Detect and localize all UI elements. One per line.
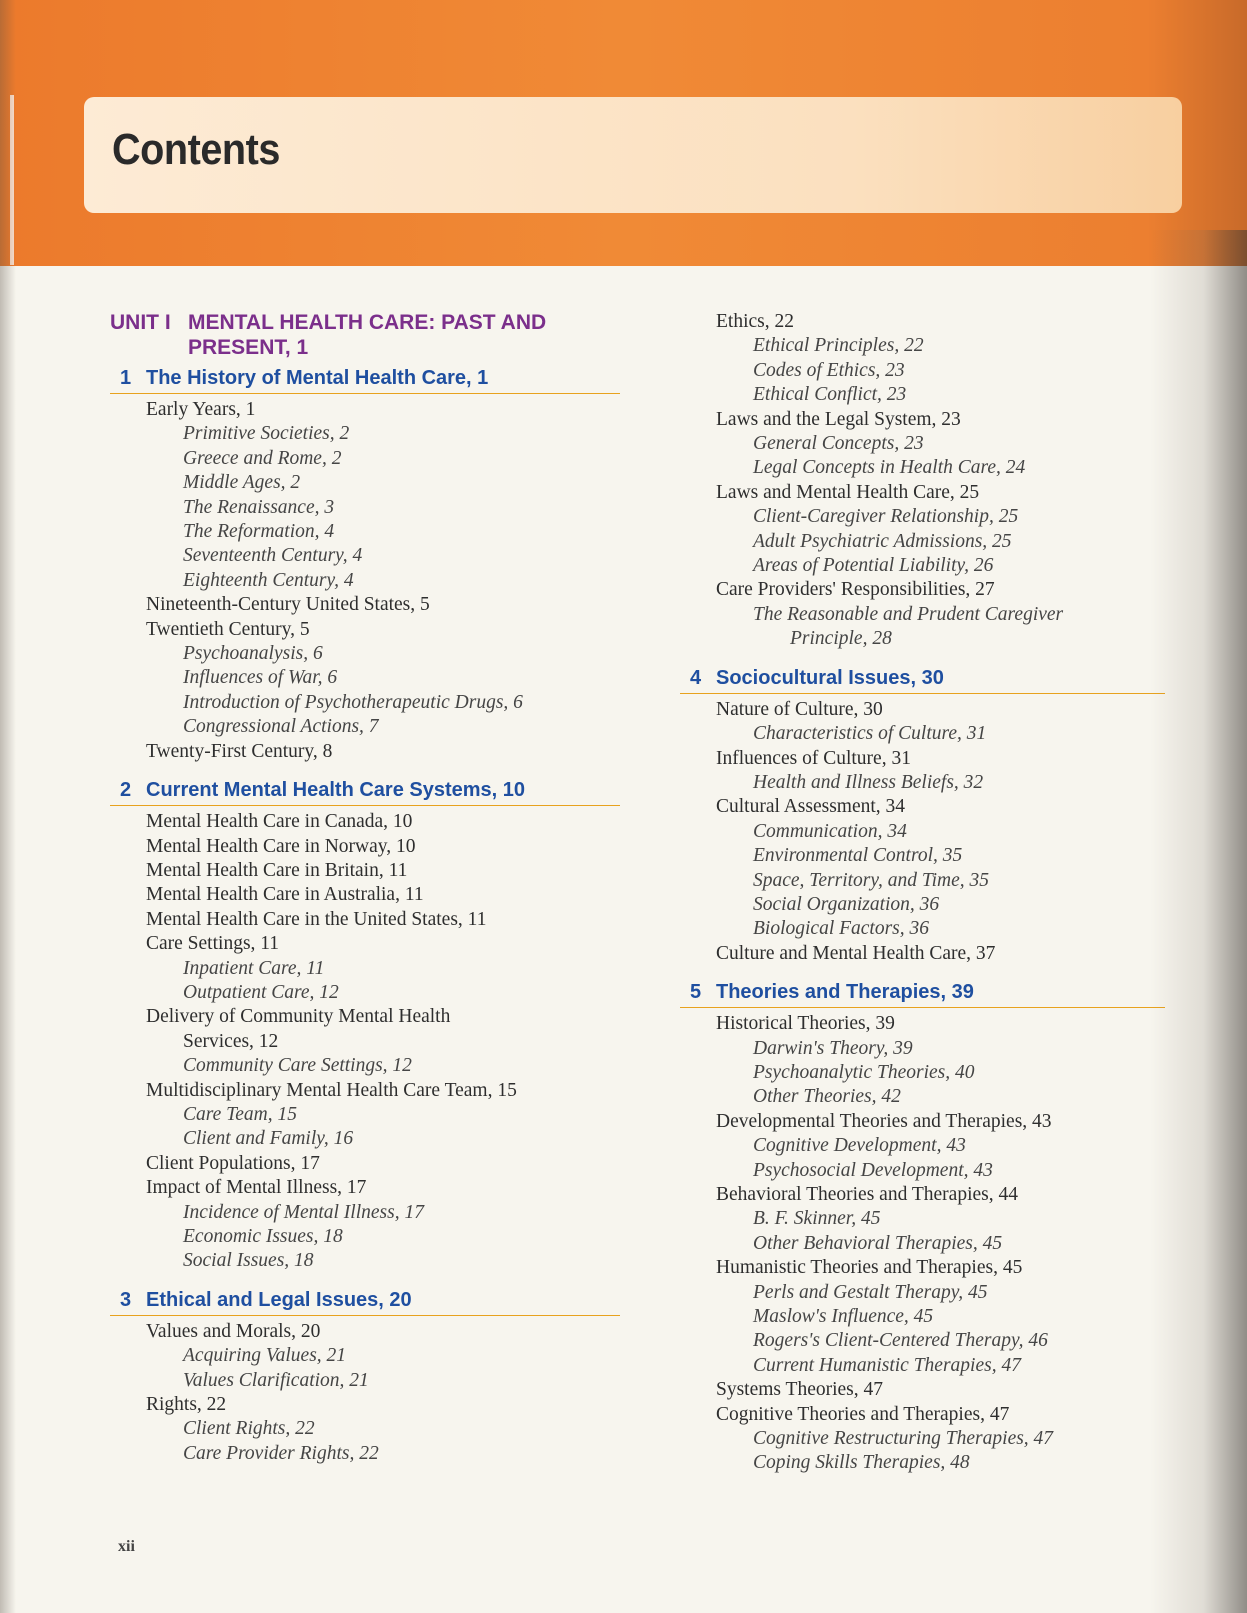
toc-section: Mental Health Care in Australia, 11 bbox=[146, 884, 424, 906]
toc-subsection: The Renaissance, 3 bbox=[183, 496, 335, 518]
chapter-heading bbox=[680, 980, 1165, 1008]
toc-subsection: Seventeenth Century, 4 bbox=[183, 545, 363, 567]
chapter-title: Sociocultural Issues, 30 bbox=[716, 666, 944, 689]
chapter-heading bbox=[110, 778, 620, 806]
toc-subsection: Cognitive Restructuring Therapies, 47 bbox=[753, 1428, 1054, 1450]
unit-title bbox=[110, 310, 620, 360]
toc-section: Services, 12 bbox=[183, 1030, 279, 1052]
toc-subsection: Principle, 28 bbox=[790, 628, 892, 650]
unit-name: MENTAL HEALTH CARE: PAST AND PRESENT, 1 bbox=[188, 311, 547, 359]
toc-subsection: Areas of Potential Liability, 26 bbox=[753, 555, 994, 577]
toc-subsection: The Reformation, 4 bbox=[183, 521, 335, 543]
toc-subsection: Inpatient Care, 11 bbox=[183, 957, 325, 979]
toc-section: Impact of Mental Illness, 17 bbox=[146, 1177, 367, 1199]
chapter-title: Current Mental Health Care Systems, 10 bbox=[146, 779, 526, 802]
toc-subsection: Client-Caregiver Relationship, 25 bbox=[753, 506, 1019, 528]
toc-section: Early Years, 1 bbox=[146, 399, 256, 420]
toc-section: Historical Theories, 39 bbox=[716, 1013, 895, 1035]
chapter-heading bbox=[680, 666, 1165, 694]
toc-subsection: Middle Ages, 2 bbox=[183, 472, 301, 494]
chapter-5 bbox=[680, 980, 1165, 1476]
toc-subsection: General Concepts, 23 bbox=[753, 433, 924, 455]
toc-subsection: Ethical Conflict, 23 bbox=[753, 384, 907, 406]
toc-subsection: Communication, 34 bbox=[753, 820, 907, 842]
toc-subsection: Acquiring Values, 21 bbox=[183, 1345, 347, 1367]
toc-section: Laws and the Legal System, 23 bbox=[716, 408, 961, 430]
toc-section: Multidisciplinary Mental Health Care Team, 15 bbox=[146, 1079, 517, 1101]
toc-section: Nature of Culture, 30 bbox=[716, 698, 883, 720]
toc-subsection: Social Issues, 18 bbox=[183, 1250, 314, 1272]
toc-subsection: Ethical Principles, 22 bbox=[753, 335, 924, 357]
toc-left-column bbox=[110, 310, 620, 1480]
toc-section: Culture and Mental Health Care, 37 bbox=[716, 942, 996, 964]
toc-section: Mental Health Care in Norway, 10 bbox=[146, 835, 416, 857]
toc-section: Mental Health Care in Britain, 11 bbox=[146, 859, 408, 881]
toc-subsection: Health and Illness Beliefs, 32 bbox=[753, 771, 984, 793]
page-title: Contents bbox=[112, 125, 280, 174]
toc-subsection: Social Organization, 36 bbox=[753, 893, 940, 915]
toc-section: Care Providers' Responsibilities, 27 bbox=[716, 579, 995, 601]
toc-section: Values and Morals, 20 bbox=[146, 1320, 321, 1342]
unit-label: UNIT I bbox=[110, 311, 171, 334]
toc-subsection: Introduction of Psychotherapeutic Drugs, 6 bbox=[183, 691, 523, 713]
toc-subsection: Values Clarification, 21 bbox=[183, 1369, 369, 1391]
toc-section: Twentieth Century, 5 bbox=[146, 618, 310, 640]
page-edge-shadow bbox=[0, 0, 16, 1613]
toc-subsection: Darwin's Theory, 39 bbox=[753, 1037, 913, 1059]
toc-subsection: Eighteenth Century, 4 bbox=[183, 569, 354, 591]
toc-section: Mental Health Care in the United States, 11 bbox=[146, 908, 487, 930]
toc-section: Cognitive Theories and Therapies, 47 bbox=[716, 1403, 1010, 1425]
toc-section: Client Populations, 17 bbox=[146, 1152, 320, 1174]
toc-subsection: Rogers's Client-Centered Therapy, 46 bbox=[753, 1330, 1048, 1352]
toc-section: Delivery of Community Mental Health bbox=[146, 1006, 451, 1028]
toc-section: Developmental Theories and Therapies, 43 bbox=[716, 1110, 1052, 1132]
toc-subsection: Current Humanistic Therapies, 47 bbox=[753, 1354, 1021, 1376]
toc-section: Rights, 22 bbox=[146, 1394, 227, 1416]
toc-section: Care Settings, 11 bbox=[146, 933, 280, 955]
toc-section: Laws and Mental Health Care, 25 bbox=[716, 481, 980, 503]
toc-subsection: Care Provider Rights, 22 bbox=[183, 1442, 379, 1464]
toc-section: Humanistic Theories and Therapies, 45 bbox=[716, 1257, 1023, 1279]
toc-subsection: Other Theories, 42 bbox=[753, 1086, 901, 1108]
toc-subsection: Psychosocial Development, 43 bbox=[753, 1159, 993, 1181]
toc-subsection: Community Care Settings, 12 bbox=[183, 1055, 412, 1077]
left-chapter-list bbox=[110, 366, 620, 1466]
toc-section: Twenty-First Century, 8 bbox=[146, 740, 333, 762]
toc-subsection: B. F. Skinner, 45 bbox=[753, 1208, 881, 1230]
toc-subsection: Client and Family, 16 bbox=[183, 1128, 354, 1150]
toc-subsection: Characteristics of Culture, 31 bbox=[753, 723, 987, 745]
toc-subsection: Space, Territory, and Time, 35 bbox=[753, 869, 989, 891]
title-box bbox=[84, 97, 1182, 213]
chapter-title: Theories and Therapies, 39 bbox=[716, 981, 974, 1004]
chapter-number: 1 bbox=[120, 367, 132, 389]
toc-subsection: Adult Psychiatric Admissions, 25 bbox=[753, 530, 1012, 552]
toc-section: Nineteenth-Century United States, 5 bbox=[146, 594, 430, 616]
toc-subsection: Incidence of Mental Illness, 17 bbox=[183, 1201, 424, 1223]
toc-subsection: Biological Factors, 36 bbox=[753, 918, 930, 940]
chapter-2 bbox=[110, 778, 620, 1274]
toc-subsection: Cognitive Development, 43 bbox=[753, 1135, 966, 1157]
toc-subsection: Maslow's Influence, 45 bbox=[753, 1306, 934, 1328]
chapter-number: 4 bbox=[690, 666, 702, 689]
chapter-title: Ethical and Legal Issues, 20 bbox=[146, 1288, 412, 1311]
toc-subsection: Legal Concepts in Health Care, 24 bbox=[753, 457, 1026, 479]
toc-subsection: Psychoanalysis, 6 bbox=[183, 643, 323, 665]
toc-right-column bbox=[680, 310, 1165, 1490]
toc-subsection: Client Rights, 22 bbox=[183, 1418, 315, 1440]
chapter-title: The History of Mental Health Care, 1 bbox=[146, 367, 489, 389]
toc-subsection: Other Behavioral Therapies, 45 bbox=[753, 1232, 1003, 1254]
right-chapter-list bbox=[680, 666, 1165, 1476]
toc-section: Influences of Culture, 31 bbox=[716, 747, 911, 769]
chapter-3 bbox=[110, 1288, 620, 1466]
toc-section: Mental Health Care in Canada, 10 bbox=[146, 811, 413, 833]
toc-subsection: Psychoanalytic Theories, 40 bbox=[753, 1061, 975, 1083]
toc-subsection: Congressional Actions, 7 bbox=[183, 716, 379, 738]
chapter-heading bbox=[110, 366, 620, 394]
chapter-4 bbox=[680, 666, 1165, 966]
toc-section: Ethics, 22 bbox=[716, 311, 794, 332]
toc-subsection: Environmental Control, 35 bbox=[753, 845, 963, 867]
toc-subsection: Perls and Gestalt Therapy, 45 bbox=[753, 1281, 988, 1303]
page-binding-shadow bbox=[1150, 230, 1247, 1613]
chapter-number: 3 bbox=[120, 1288, 132, 1311]
toc-subsection: Primitive Societies, 2 bbox=[183, 423, 350, 445]
chapter-number: 2 bbox=[120, 779, 132, 802]
toc-subsection: Care Team, 15 bbox=[183, 1103, 297, 1125]
toc-subsection: The Reasonable and Prudent Caregiver bbox=[753, 603, 1064, 625]
toc-section: Cultural Assessment, 34 bbox=[716, 796, 906, 818]
page-number: xii bbox=[118, 1538, 135, 1555]
toc-section: Systems Theories, 47 bbox=[716, 1379, 884, 1401]
chapter-1 bbox=[110, 366, 620, 764]
chapter-number: 5 bbox=[690, 981, 702, 1004]
toc-subsection: Economic Issues, 18 bbox=[183, 1226, 343, 1247]
toc-subsection: Codes of Ethics, 23 bbox=[753, 359, 905, 381]
toc-subsection: Influences of War, 6 bbox=[183, 667, 338, 689]
toc-subsection: Coping Skills Therapies, 48 bbox=[753, 1452, 970, 1474]
toc-subsection: Greece and Rome, 2 bbox=[183, 447, 342, 469]
chapter-3-continued bbox=[680, 310, 1165, 652]
toc-subsection: Outpatient Care, 12 bbox=[183, 981, 339, 1003]
toc-section: Behavioral Theories and Therapies, 44 bbox=[716, 1184, 1018, 1205]
chapter-heading bbox=[110, 1288, 620, 1316]
